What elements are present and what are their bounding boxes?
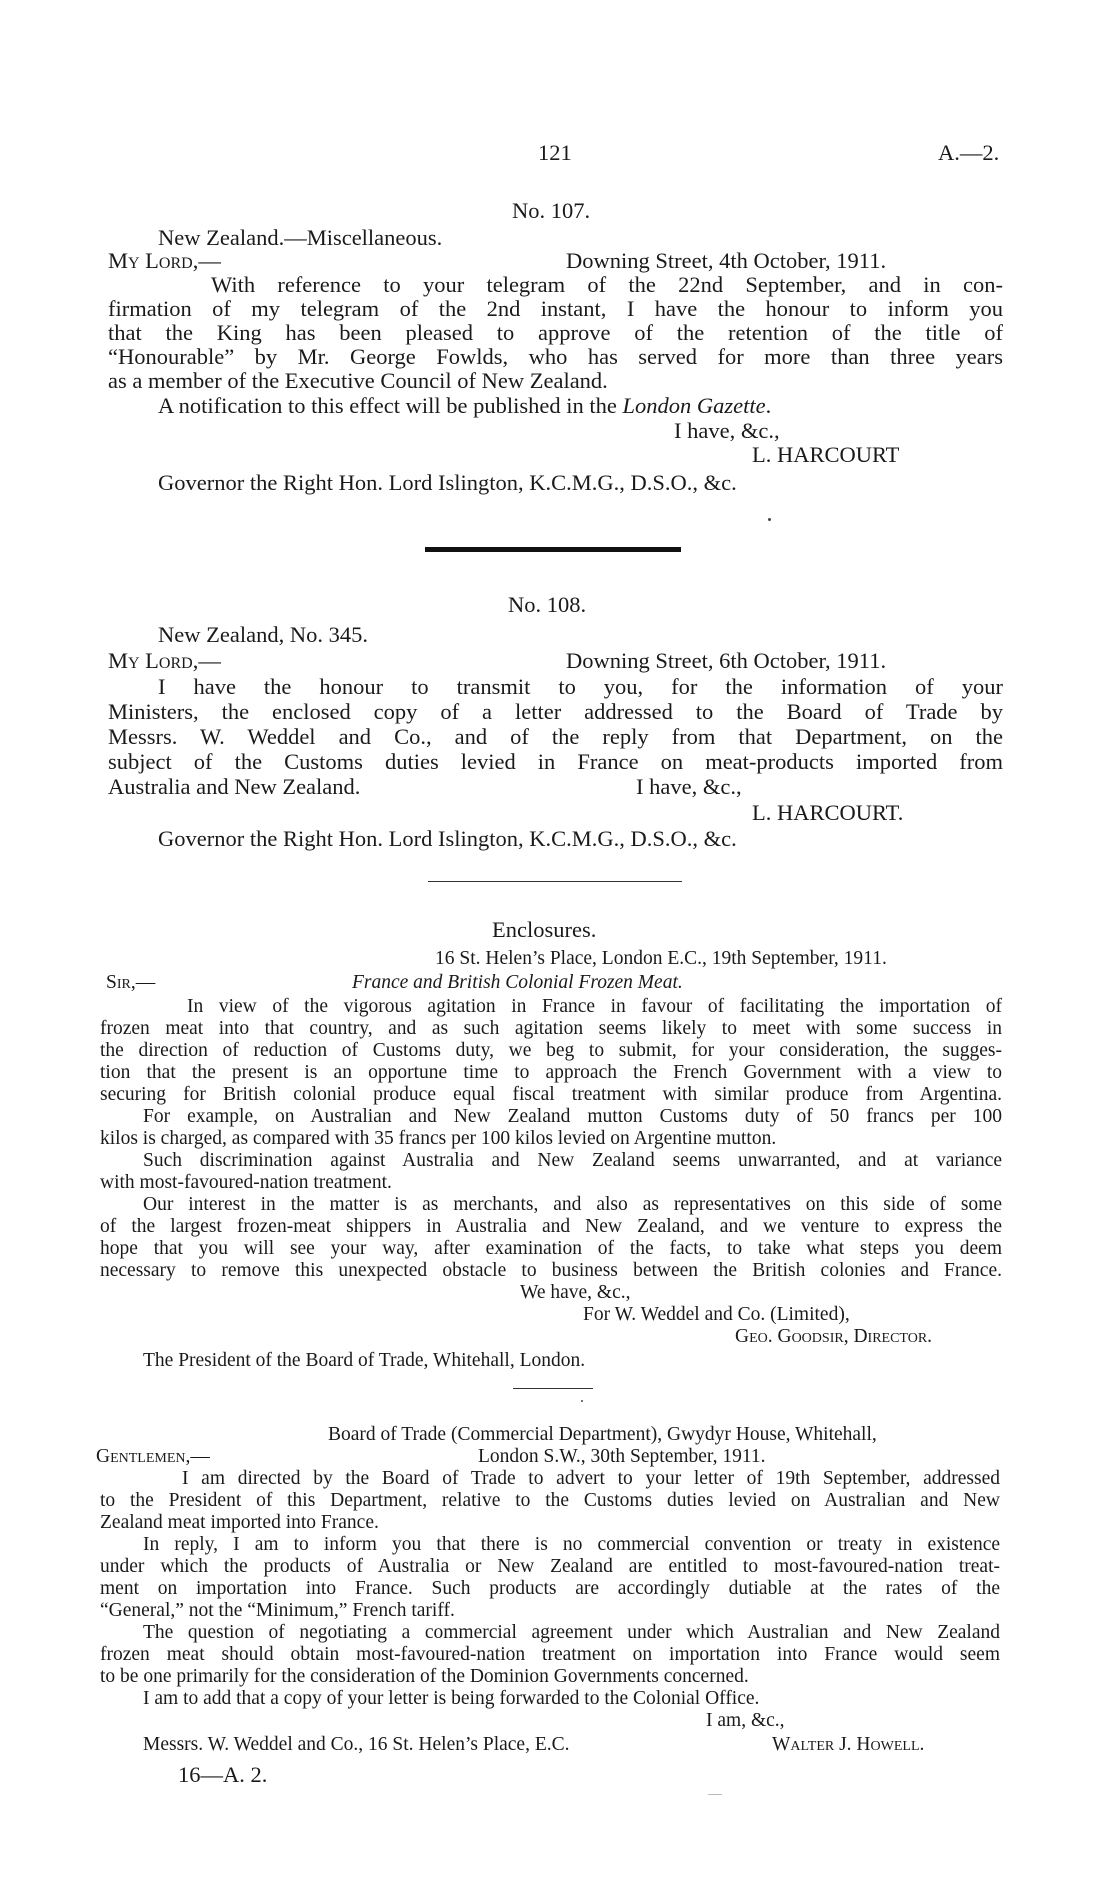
letter-108-address-date: Downing Street, 6th October, 1911. [566, 648, 887, 673]
enclosure-1-body-line: securing for British colonial produce equal fiscal treatment with similar produce from Argentina. [100, 1084, 1002, 1105]
letter-107-address-date: Downing Street, 4th October, 1911. [566, 248, 887, 273]
enclosure-2-body-line: In reply, I am to inform you that there is no commercial convention or treaty in existence [143, 1534, 1000, 1555]
enclosure-2-closing: I am, &c., [706, 1710, 785, 1731]
enclosure-2-body-line: I am directed by the Board of Trade to advert to your letter of 19th September, addressed [182, 1468, 1000, 1489]
letter-108-body-line: subject of the Customs duties levied in France on meat-products imported from [108, 749, 1003, 774]
letter-108-number: No. 108. [508, 592, 587, 617]
enclosure-2-body-line: frozen meat should obtain most-favoured-nation treatment on importation into France would seem [100, 1644, 1000, 1665]
enclosure-2-body-line: ment on importation into France. Such products are accordingly dutiable at the rates of the [100, 1578, 1000, 1599]
enclosure-1-body-line: frozen meat into that country, and as such agitation seems likely to meet with some success in [100, 1018, 1002, 1039]
enclosures-heading: Enclosures. [492, 917, 597, 942]
ink-speck [768, 518, 771, 521]
page-number: 121 [538, 140, 572, 165]
letter-107-addressee: Governor the Right Hon. Lord Islington, K.C.M.G., D.S.O., &c. [158, 470, 737, 495]
enclosure-1-salutation: Sir,— [106, 972, 156, 993]
letter-107-reference: New Zealand.—Miscellaneous. [158, 225, 443, 250]
ink-speck [708, 1794, 722, 1795]
letter-108-signature: L. HARCOURT. [752, 800, 904, 825]
enclosure-1-body-line: tion that the present is an opportune time to approach the French Government with a view to [100, 1062, 1002, 1083]
enclosure-1-firm: For W. Weddel and Co. (Limited), [583, 1304, 850, 1325]
enclosure-1-subject: France and British Colonial Frozen Meat. [352, 972, 683, 993]
ink-speck [581, 1400, 583, 1402]
enclosure-1-body-line: necessary to remove this unexpected obstacle to business between the British colonies and France. [100, 1260, 1002, 1281]
enclosure-1-body-line: hope that you will see your way, after examination of the facts, to take what steps you deem [100, 1238, 1002, 1259]
enclosure-2-body-line: Zealand meat imported into France. [100, 1512, 379, 1533]
printer-signature-mark: 16—A. 2. [178, 1762, 268, 1787]
enclosure-divider [513, 1388, 593, 1389]
letter-107-closing: I have, &c., [674, 418, 780, 443]
enclosure-1-body-line: Our interest in the matter is as merchants, and also as representatives on this side of some [143, 1194, 1002, 1215]
enclosure-1-body-line: Such discrimination against Australia and New Zealand seems unwarranted, and at variance [143, 1150, 1002, 1171]
enclosure-1-address-date: 16 St. Helen’s Place, London E.C., 19th September, 1911. [435, 948, 887, 969]
enclosure-2-body-line: “General,” not the “Minimum,” French tariff. [100, 1600, 455, 1621]
letter-107-salutation: My Lord,— [108, 248, 221, 273]
letter-108-body-line: Ministers, the enclosed copy of a letter addressed to the Board of Trade by [108, 699, 1003, 724]
letter-107-number: No. 107. [512, 198, 591, 223]
letter-107-body-line: “Honourable” by Mr. George Fowlds, who has served for more than three years [108, 344, 1003, 369]
enclosure-1-body-line: In view of the vigorous agitation in France in favour of facilitating the importation of [187, 996, 1002, 1017]
enclosure-2-address-line-1: Board of Trade (Commercial Department), Gwydyr House, Whitehall, [328, 1424, 877, 1445]
enclosure-2-signature: Walter J. Howell. [772, 1734, 925, 1755]
letter-108-salutation: My Lord,— [108, 648, 221, 673]
letter-108-reference: New Zealand, No. 345. [158, 622, 368, 647]
letter-107-notification: A notification to this effect will be published in the London Gazette. [158, 393, 772, 418]
enclosure-1-body-line: kilos is charged, as compared with 35 francs per 100 kilos levied on Argentine mutton. [100, 1128, 777, 1149]
letter-108-body-line: Australia and New Zealand. [108, 774, 361, 799]
letter-107-signature: L. HARCOURT [752, 442, 900, 467]
enclosure-1-body-line: the direction of reduction of Customs duty, we beg to submit, for your consideration, the sugges- [100, 1040, 1002, 1061]
letter-108-body-line: I have the honour to transmit to you, for the information of your [158, 674, 1003, 699]
letter-107-body-line: that the King has been pleased to approve of the retention of the title of [108, 320, 1003, 345]
letter-107-body-line: as a member of the Executive Council of New Zealand. [108, 368, 608, 393]
enclosure-2-body-line: to the President of this Department, relative to the Customs duties levied on Australian and New [100, 1490, 1000, 1511]
enclosure-2-address-line-2: London S.W., 30th September, 1911. [478, 1446, 766, 1467]
enclosure-1-body-line: For example, on Australian and New Zealand mutton Customs duty of 50 francs per 100 [143, 1106, 1002, 1127]
enclosure-2-body-line: I am to add that a copy of your letter is being forwarded to the Colonial Office. [143, 1688, 760, 1709]
letter-107-body-line: With reference to your telegram of the 22nd September, and in con- [211, 272, 1003, 297]
enclosure-1-body-line: with most-favoured-nation treatment. [100, 1172, 392, 1193]
enclosure-2-addressee: Messrs. W. Weddel and Co., 16 St. Helen’s Place, E.C. [143, 1734, 570, 1755]
enclosure-1-body-line: of the largest frozen-meat shippers in Australia and New Zealand, and we venture to express the [100, 1216, 1002, 1237]
enclosure-2-salutation: Gentlemen,— [96, 1446, 210, 1467]
document-reference: A.—2. [938, 140, 1000, 165]
enclosure-2-body-line: under which the products of Australia or New Zealand are entitled to most-favoured-nation treat- [100, 1556, 1000, 1577]
enclosure-1-addressee: The President of the Board of Trade, Whitehall, London. [143, 1350, 586, 1371]
section-divider [425, 547, 681, 552]
letter-107-body-line: firmation of my telegram of the 2nd instant, I have the honour to inform you [108, 296, 1003, 321]
section-divider [428, 881, 682, 882]
enclosure-2-body-line: to be one primarily for the consideration of the Dominion Governments concerned. [100, 1666, 749, 1687]
enclosure-2-body-line: The question of negotiating a commercial agreement under which Australian and New Zealand [143, 1622, 1000, 1643]
enclosure-1-signatory: Geo. Goodsir, Director. [735, 1326, 933, 1347]
letter-108-addressee: Governor the Right Hon. Lord Islington, K.C.M.G., D.S.O., &c. [158, 826, 737, 851]
letter-108-closing: I have, &c., [636, 774, 742, 799]
enclosure-1-closing: We have, &c., [520, 1282, 631, 1303]
letter-108-body-line: Messrs. W. Weddel and Co., and of the reply from that Department, on the [108, 724, 1003, 749]
